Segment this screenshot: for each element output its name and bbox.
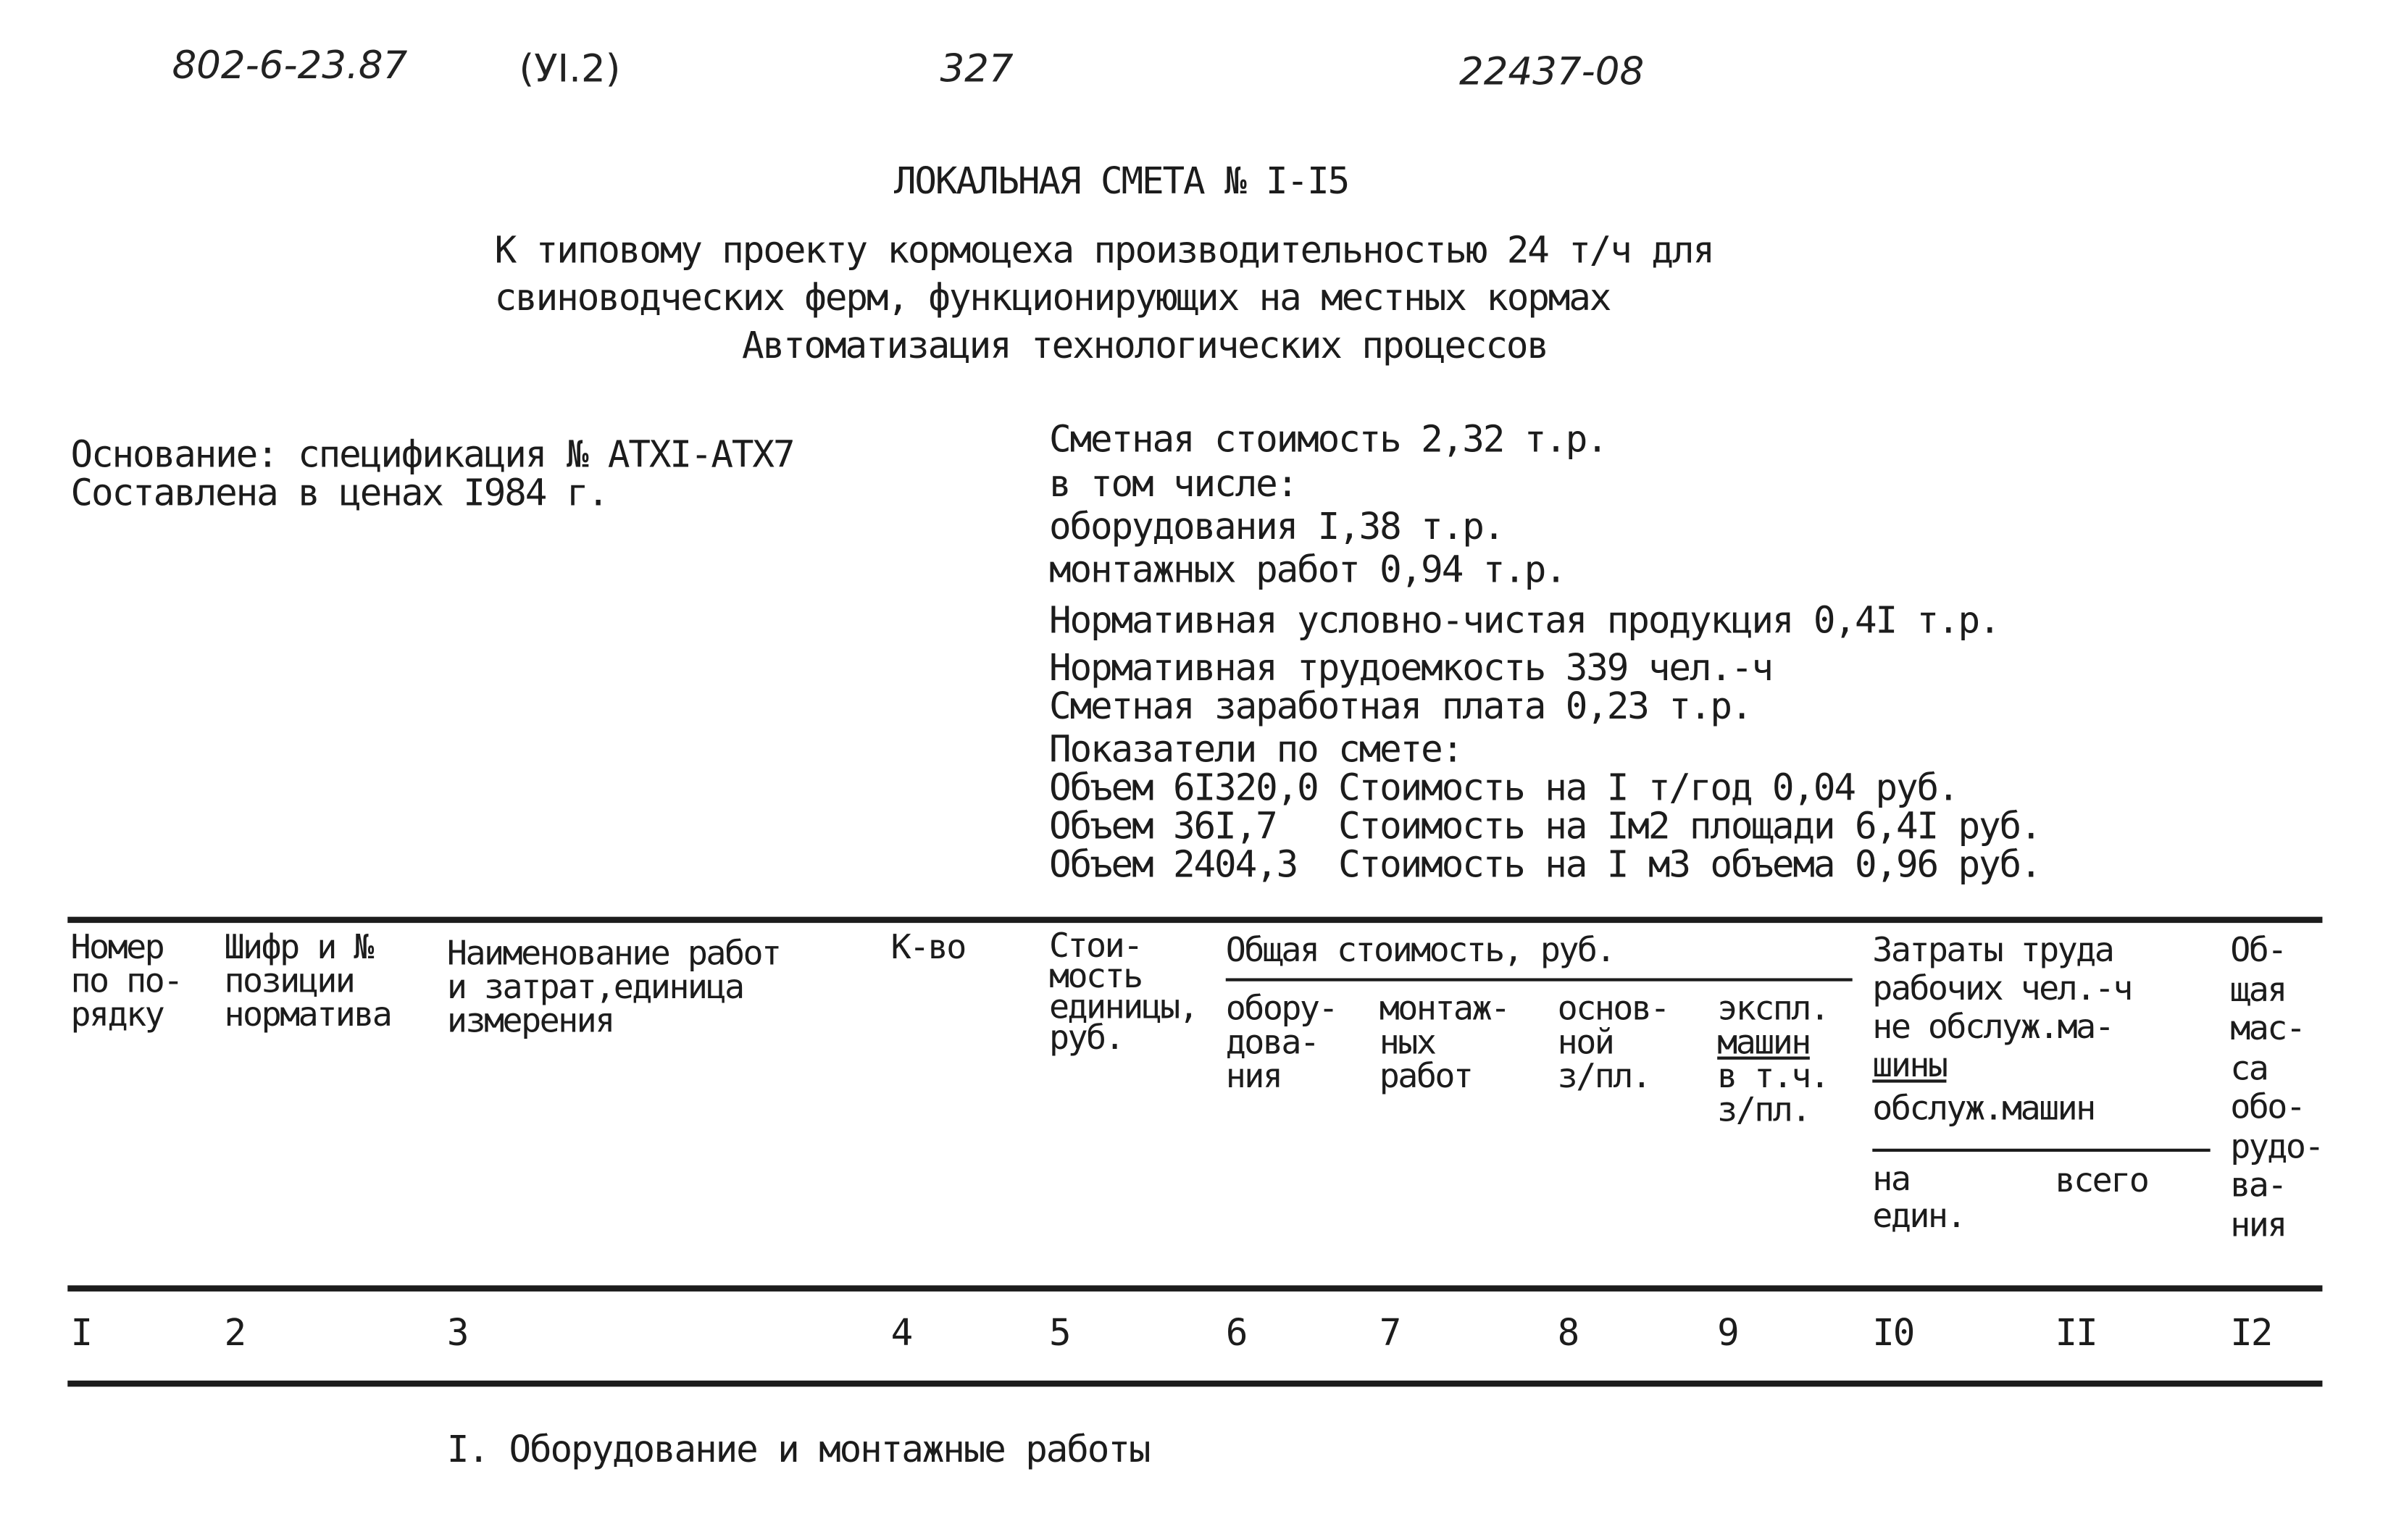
basis-line-2: Составлена в ценах I984 г. [70,471,608,515]
column-numbers-bottom-rule [67,1381,2322,1386]
col-header-code: Шифр и № позиции норматива [224,929,391,1035]
summary-wages: Сметная заработная плата 0,23 т.р. [1048,685,1752,728]
col-header-total: всего [2055,1162,2148,1201]
column-number-5: 5 [1048,1311,1070,1355]
summary-indicator-1: Объем 6I320,0 Стоимость на I т/год 0,04 руб. [1048,766,1958,810]
estimate-title: ЛОКАЛЬНАЯ СМЕТА № I-I5 [893,159,1349,203]
total-cost-group-rule [1226,978,1853,981]
summary-labor-intensity: Нормативная трудоемкость 339 чел.-ч [1048,646,1772,690]
col-header-equipment: обору- дова- ния [1225,990,1337,1097]
column-number-2: 2 [224,1311,246,1355]
summary-installation: монтажных работ 0,94 т.р. [1048,548,1566,592]
col-header-installation: монтаж- ных работ [1379,990,1509,1097]
col-header-base-wages: основ- ной з/пл. [1557,990,1669,1097]
column-number-11: II [2055,1311,2097,1355]
table-top-rule [67,917,2322,923]
col-header-per-unit: на един. [1872,1160,1965,1236]
header-bottom-rule [67,1285,2322,1291]
summary-including: в том числе: [1048,462,1298,506]
column-number-4: 4 [890,1311,912,1355]
summary-indicator-2: Объем 36I,7 Стоимость на Iм2 площади 6,4I руб. [1048,804,2041,848]
column-number-3: 3 [446,1311,468,1355]
doc-code: 802-6-23.87 [172,43,408,88]
column-number-1: I [70,1311,92,1355]
col-header-number: Номер по по- рядку [70,929,182,1035]
col-header-name: Наименование работ и затрат,единица измерения [446,935,780,1042]
subtitle-line-2: свиноводческих ферм, функционирующих на местных кормах [494,276,1611,319]
column-number-8: 8 [1557,1311,1579,1355]
col-group-total-cost: Общая стоимость, руб. [1225,932,1615,971]
section-heading: I. Оборудование и монтажные работы [446,1428,1150,1471]
subtitle-line-3: Автоматизация технологических процессов [741,324,1548,367]
basis-line-1: Основание: спецификация № АТХI-АТХ7 [70,432,794,477]
column-number-6: 6 [1225,1311,1247,1355]
summary-equipment: оборудования I,38 т.р. [1048,505,1504,548]
col-header-equipment-mass: Об- щая мас- са обо- рудо- ва- ния [2230,932,2323,1245]
section-code: (УI.2) [519,46,621,91]
col-labor-machine-service: обслуж.машин [1872,1090,2095,1129]
col-header-machine-operation: экспл. машин в т.ч. з/пл. [1717,990,1829,1131]
labor-group-rule [1872,1149,2210,1152]
column-number-7: 7 [1379,1311,1401,1355]
column-number-10: I0 [1872,1311,1914,1355]
summary-total-cost: Сметная стоимость 2,32 т.р. [1048,417,1607,461]
col-header-quantity: К-во [890,929,965,968]
col-header-unit-cost: Стои- мость единицы, руб. [1048,927,1198,1058]
subtitle-line-1: К типовому проекту кормоцеха производительностью 24 т/ч для [494,228,1713,272]
column-number-9: 9 [1717,1311,1738,1355]
inventory-number: 22437-08 [1458,49,1645,94]
col-group-labor: Затраты труда рабочих чел.-ч не обслуж.ма- шины [1872,932,2132,1086]
summary-indicators-label: Показатели по смете: [1048,727,1463,771]
summary-net-product: Нормативная условно-чистая продукция 0,4I т.р. [1048,598,2000,643]
page-number: 327 [940,46,1014,91]
column-number-12: I2 [2230,1311,2272,1355]
summary-indicator-3: Объем 2404,3 Стоимость на I м3 объема 0,96 руб. [1048,842,2041,887]
